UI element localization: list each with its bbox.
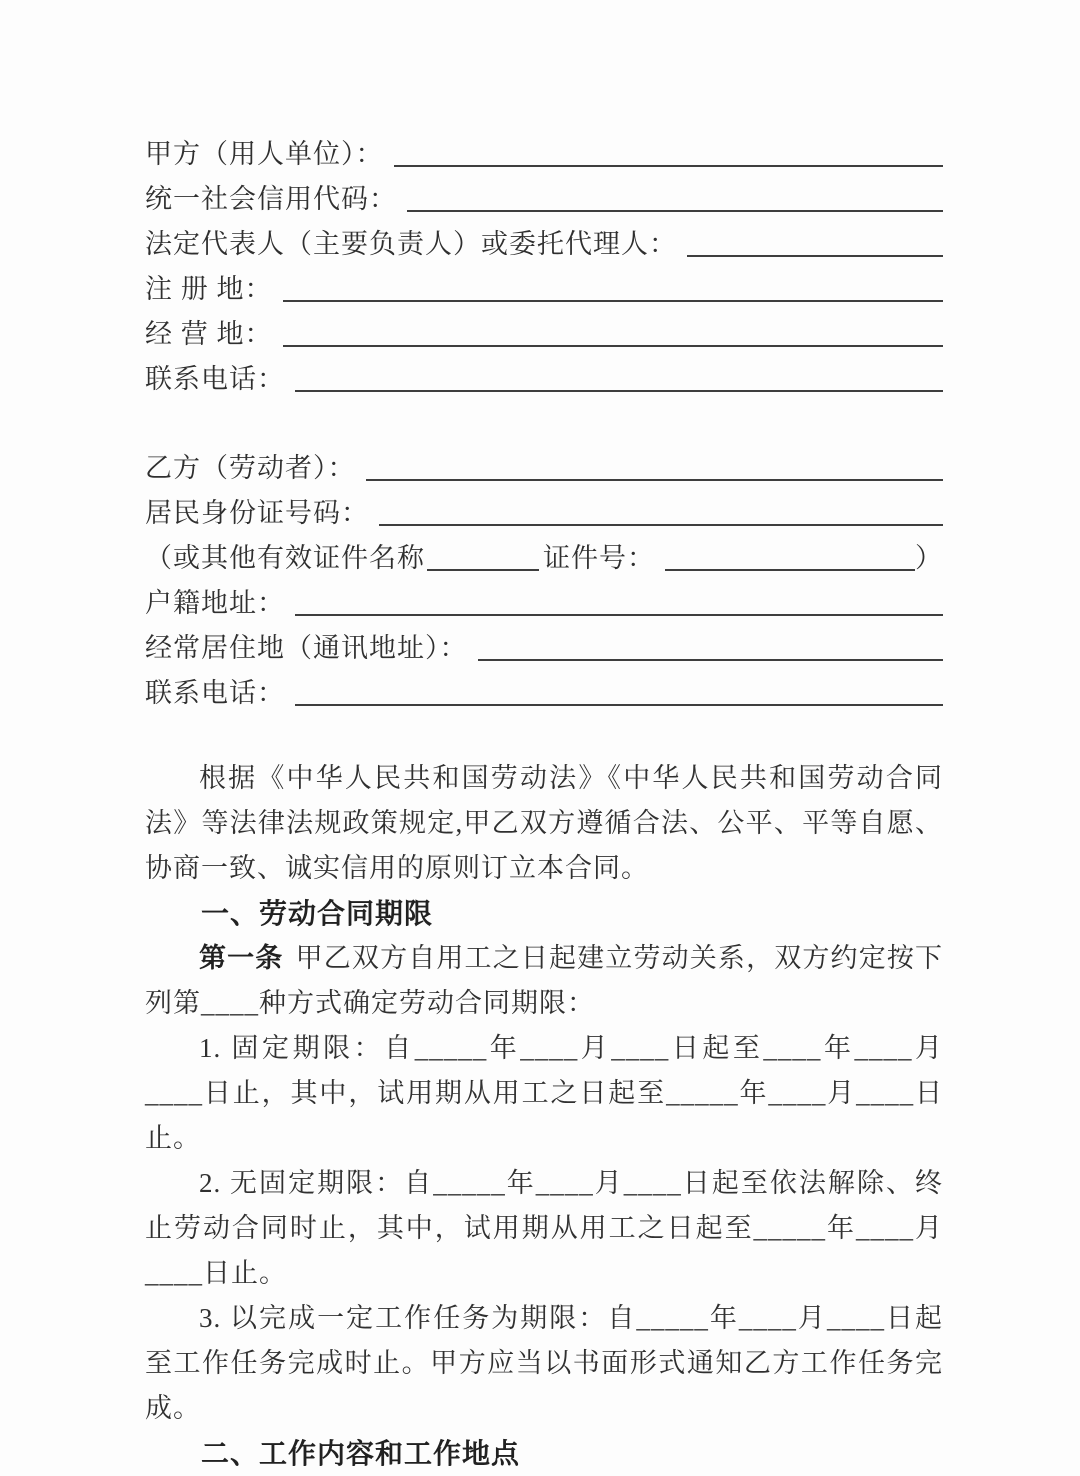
residence-address-row [145, 622, 943, 667]
cert-number-label: 证件号： [543, 543, 655, 573]
business-address-blank-line [283, 345, 944, 347]
article-1-paragraph [145, 936, 943, 1026]
party-a-block [145, 128, 943, 398]
id-number-label: 居民身份证号码： [145, 498, 369, 528]
registered-address-label: 注 册 地： [145, 274, 273, 304]
article-1-text: 甲乙双方自用工之日起建立劳动关系，双方约定按下列第____种方式确定劳动合同期限： [145, 943, 944, 1018]
credit-code-label: 统一社会信用代码： [145, 184, 397, 214]
party-b-name-label: 乙方（劳动者）： [145, 453, 356, 483]
party-b-phone-blank-line [295, 704, 943, 706]
party-a-phone-label: 联系电话： [145, 364, 285, 394]
business-address-label: 经 营 地： [145, 319, 273, 349]
other-cert-row [145, 532, 943, 577]
business-address-row [145, 308, 943, 353]
id-number-row [145, 487, 943, 532]
credit-code-blank-line [407, 210, 943, 212]
legal-representative-blank-line [687, 255, 943, 257]
contract-body [145, 756, 943, 1476]
preamble-paragraph: 根据《中华人民共和国劳动法》《中华人民共和国劳动合同法》等法律法规政策规定,甲乙双方遵循合法、公平、平等自愿、协商一致、诚实信用的原则订立本合同。 [145, 763, 943, 883]
id-number-blank-line [379, 524, 943, 526]
household-address-blank-line [295, 614, 943, 616]
term-option-fixed: 1. 固定期限：自_____年____月____日起至____年____月____日止，其中，试用期从用工之日起至_____年____月____日止。 [145, 1033, 943, 1153]
credit-code-row [145, 173, 943, 218]
household-address-label: 户籍地址： [145, 588, 285, 618]
party-a-name-blank-line [394, 165, 944, 167]
article-1-label: 第一条 [199, 943, 284, 973]
household-address-row [145, 577, 943, 622]
residence-address-blank-line [478, 659, 944, 661]
party-b-block [145, 442, 943, 712]
section-1-heading: 一、劳动合同期限 [201, 898, 434, 929]
legal-representative-row [145, 218, 943, 263]
party-a-phone-row [145, 353, 943, 398]
term-option-task-based: 3. 以完成一定工作任务为期限：自_____年____月____日起至工作任务完成时止。甲方应当以书面形式通知乙方工作任务完成。 [145, 1303, 943, 1423]
registered-address-blank-line [283, 300, 944, 302]
cert-number-blank-line [665, 569, 915, 571]
registered-address-row [145, 263, 943, 308]
section-2-heading: 二、工作内容和工作地点 [201, 1438, 521, 1469]
cert-name-blank-line [427, 569, 539, 571]
other-cert-prefix: （或其他有效证件名称 [145, 543, 425, 573]
term-option-open-ended: 2. 无固定期限：自_____年____月____日起至依法解除、终止劳动合同时止，其中，试用期从用工之日起至_____年____月____日止。 [145, 1168, 943, 1288]
party-a-name-row [145, 128, 943, 173]
party-b-phone-label: 联系电话： [145, 678, 285, 708]
party-a-name-label: 甲方（用人单位）： [145, 139, 384, 169]
block-spacer [145, 398, 943, 442]
other-cert-suffix: ） [915, 543, 943, 573]
residence-address-label: 经常居住地（通讯地址）： [145, 633, 468, 663]
legal-representative-label: 法定代表人（主要负责人）或委托代理人： [145, 229, 677, 259]
block-spacer [145, 712, 943, 756]
party-b-name-row [145, 442, 943, 487]
party-a-phone-blank-line [295, 390, 943, 392]
party-b-name-blank-line [366, 479, 944, 481]
party-b-phone-row [145, 667, 943, 712]
